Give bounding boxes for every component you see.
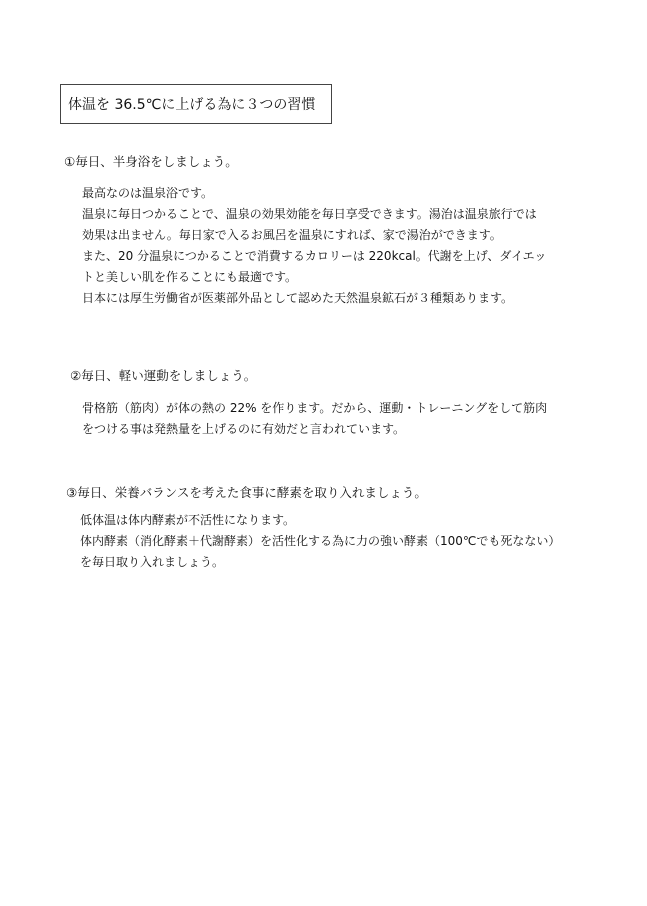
section-heading-diet: ③毎日、栄養バランスを考えた食事に酵素を取り入れましょう。 xyxy=(66,485,427,500)
body-line: 効果は出ません。毎日家で入るお風呂を温泉にすれば、家で湯治ができます。 xyxy=(82,228,502,242)
body-line: 温泉に毎日つかることで、温泉の効果効能を毎日享受できます。湯治は温泉旅行では xyxy=(82,207,537,221)
body-line: 日本には厚生労働省が医薬部外品として認めた天然温泉鉱石が３種類あります。 xyxy=(82,291,514,305)
section-heading-bath: ①毎日、半身浴をしましょう。 xyxy=(64,154,238,169)
section-body-exercise xyxy=(82,398,547,440)
body-line: 骨格筋（筋肉）が体の熱の 22% を作ります。だから、運動・トレーニングをして筋肉 xyxy=(82,401,548,415)
body-line: トと美しい肌を作ることにも最適です。 xyxy=(82,270,298,284)
title-box xyxy=(60,84,332,124)
section-heading-exercise: ②毎日、軽い運動をしましょう。 xyxy=(70,368,257,383)
page-title: 体温を 36.5℃に上げる為に３つの習慣 xyxy=(68,97,316,113)
body-line: 低体温は体内酵素が不活性になります。 xyxy=(80,513,296,527)
body-line: また、20 分温泉につかることで消費するカロリーは 220kcal。代謝を上げ、ダイエッ xyxy=(82,249,547,263)
body-line: を毎日取り入れましょう。 xyxy=(80,555,225,569)
body-line: 体内酵素（消化酵素＋代謝酵素）を活性化する為に力の強い酵素（100℃でも死なない） xyxy=(80,534,561,548)
section-body-bath xyxy=(82,183,546,309)
section-body-diet xyxy=(80,510,560,573)
body-line: をつける事は発熱量を上げるのに有効だと言われています。 xyxy=(82,422,406,436)
body-line: 最高なのは温泉浴です。 xyxy=(82,186,214,200)
